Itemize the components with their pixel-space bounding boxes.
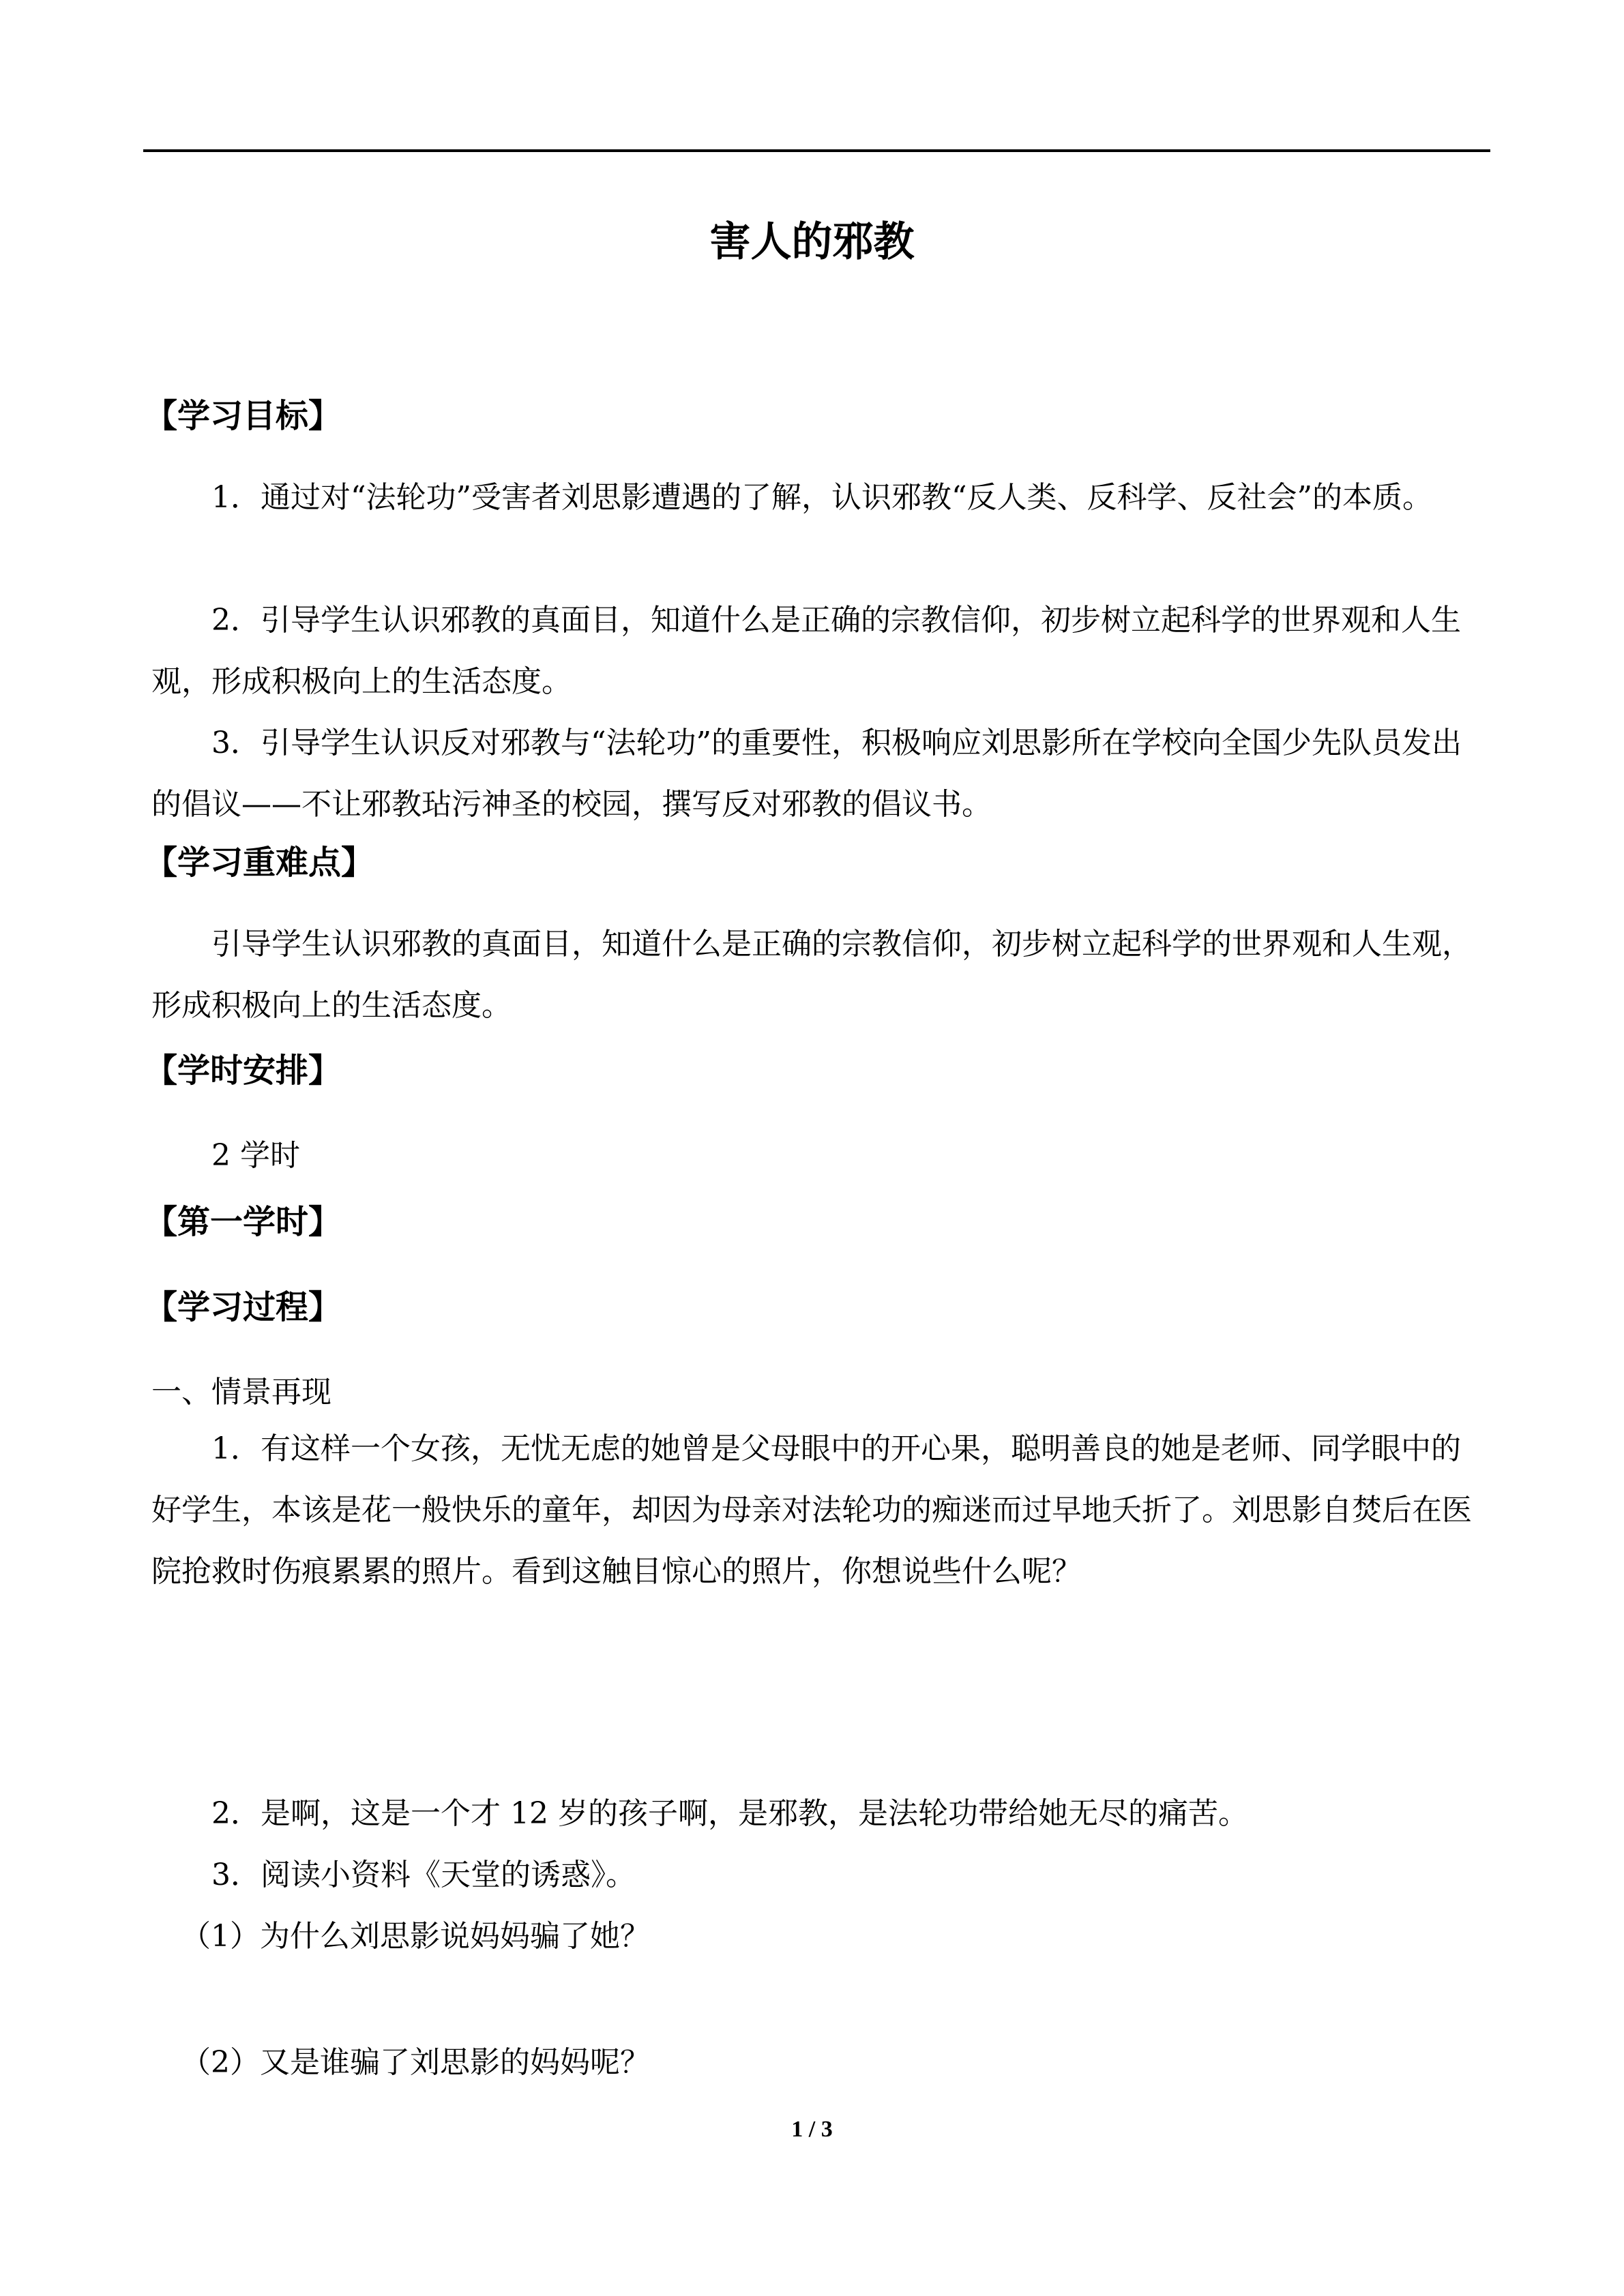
process-subheading: 一、情景再现 — [151, 1375, 331, 1410]
schedule-text: 2 学时 — [211, 1138, 300, 1173]
header-rule — [143, 149, 1490, 152]
heading-process: 【学习过程】 — [145, 1288, 342, 1326]
objective-2: 2．引导学生认识邪教的真面目，知道什么是正确的宗教信仰，初步树立起科学的世界观和人生观，形成积极向上的生活态度。 — [151, 603, 1461, 699]
heading-key-points: 【学习重难点】 — [145, 844, 374, 882]
process-item-1: 1．有这样一个女孩，无忧无虑的她曾是父母眼中的开心果，聪明善良的她是老师、同学眼中的好学生，本该是花一般快乐的童年，却因为母亲对法轮功的痴迷而过早地夭折了。刘思影自焚后在医院抢救时伤痕累累的照片。看到这触目惊心的照片，你想说些什么呢？ — [151, 1431, 1472, 1589]
heading-first-period: 【第一学时】 — [145, 1203, 342, 1241]
question-1: （1）为什么刘思影说妈妈骗了她？ — [181, 1919, 650, 1954]
heading-objectives: 【学习目标】 — [145, 397, 342, 435]
heading-schedule: 【学时安排】 — [145, 1052, 342, 1090]
page-number: 1 / 3 — [791, 2117, 833, 2142]
objective-1: 1．通过对“法轮功”受害者刘思影遭遇的了解，认识邪教“反人类、反科学、反社会”的本质。 — [211, 480, 1432, 515]
key-points-text: 引导学生认识邪教的真面目，知道什么是正确的宗教信仰，初步树立起科学的世界观和人生观，形成积极向上的生活态度。 — [151, 927, 1472, 1023]
process-item-2: 2．是啊，这是一个才 12 岁的孩子啊，是邪教，是法轮功带给她无尽的痛苦。 — [211, 1796, 1248, 1831]
question-2: （2）又是谁骗了刘思影的妈妈呢？ — [181, 2045, 650, 2080]
process-item-3: 3．阅读小资料《天堂的诱惑》。 — [211, 1858, 636, 1892]
objective-3: 3．引导学生认识反对邪教与“法轮功”的重要性，积极响应刘思影所在学校向全国少先队员发出的倡议——不让邪教玷污神圣的校园，撰写反对邪教的倡议书。 — [151, 726, 1462, 822]
page-title: 害人的邪教 — [709, 218, 915, 266]
